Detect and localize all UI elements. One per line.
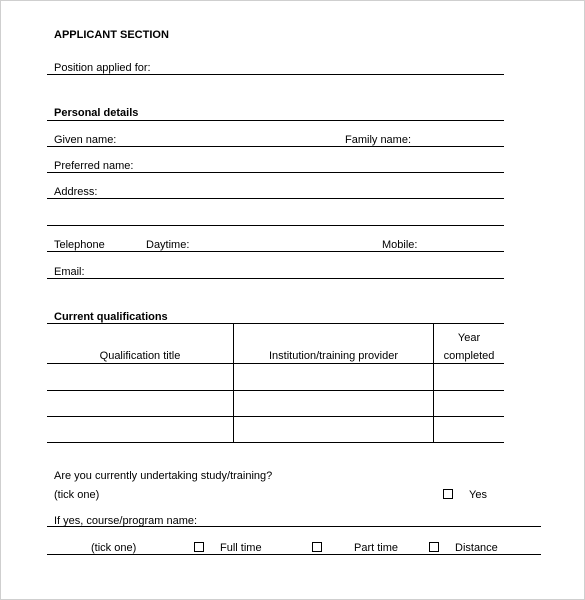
preferred-name-label: Preferred name: xyxy=(54,160,134,172)
mobile-label: Mobile: xyxy=(382,239,418,251)
course-program-label: If yes, course/program name: xyxy=(54,515,198,527)
table-cell[interactable] xyxy=(234,417,433,442)
table-cell[interactable] xyxy=(48,417,233,442)
address-label: Address: xyxy=(54,186,98,198)
column-header-year: Year xyxy=(457,332,481,344)
email-label: Email: xyxy=(54,266,85,278)
position-field-line[interactable] xyxy=(47,74,504,75)
table-border-bottom xyxy=(47,442,504,443)
column-header-completed: completed xyxy=(443,350,495,362)
distance-checkbox[interactable] xyxy=(429,542,439,552)
telephone-field-line[interactable] xyxy=(47,251,504,252)
part-time-label: Part time xyxy=(354,542,399,554)
tick-one-label-2: (tick one) xyxy=(91,542,137,554)
study-mode-line xyxy=(47,554,541,555)
column-header-qualification-title: Qualification title xyxy=(99,350,181,362)
distance-label: Distance xyxy=(455,542,498,554)
column-header-institution: Institution/training provider xyxy=(268,350,398,362)
section-title: APPLICANT SECTION xyxy=(54,29,169,41)
qualifications-heading: Current qualifications xyxy=(54,311,168,323)
family-name-label: Family name: xyxy=(345,134,412,146)
table-cell[interactable] xyxy=(434,364,504,390)
yes-checkbox[interactable] xyxy=(443,489,453,499)
table-cell[interactable] xyxy=(434,391,504,416)
full-time-label: Full time xyxy=(220,542,262,554)
position-label: Position applied for: xyxy=(54,62,151,74)
course-field-line[interactable] xyxy=(47,526,541,527)
table-cell[interactable] xyxy=(434,417,504,442)
table-cell[interactable] xyxy=(234,391,433,416)
table-cell[interactable] xyxy=(234,364,433,390)
name-field-line[interactable] xyxy=(47,146,504,147)
table-cell[interactable] xyxy=(48,364,233,390)
telephone-label: Telephone xyxy=(54,239,105,251)
study-question: Are you currently undertaking study/training? xyxy=(54,470,273,482)
full-time-checkbox[interactable] xyxy=(194,542,204,552)
address-field-line-2[interactable] xyxy=(47,225,504,226)
address-field-line-1[interactable] xyxy=(47,198,504,199)
daytime-label: Daytime: xyxy=(146,239,190,251)
given-name-label: Given name: xyxy=(54,134,117,146)
tick-one-label: (tick one) xyxy=(54,489,100,501)
table-cell[interactable] xyxy=(48,391,233,416)
table-border-top xyxy=(47,323,504,324)
preferred-name-field-line[interactable] xyxy=(47,172,504,173)
part-time-checkbox[interactable] xyxy=(312,542,322,552)
yes-label: Yes xyxy=(469,489,487,501)
divider xyxy=(47,120,504,121)
email-field-line[interactable] xyxy=(47,278,504,279)
personal-details-heading: Personal details xyxy=(54,107,139,119)
